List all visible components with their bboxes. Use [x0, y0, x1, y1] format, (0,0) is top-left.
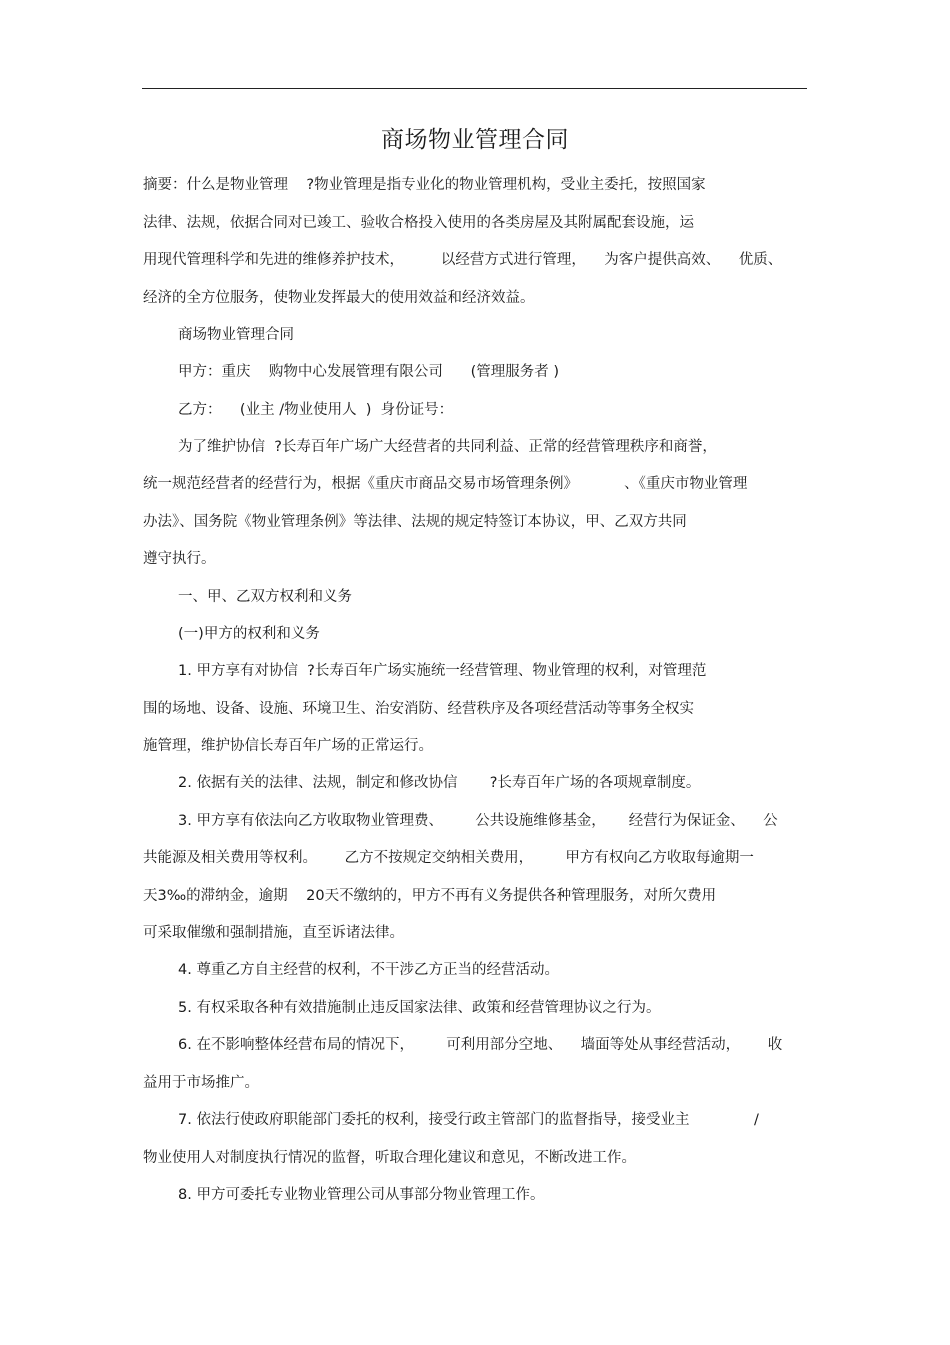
- clause-7-line-1: 7. 依法行使政府职能部门委托的权利，接受行政主管部门的监督指导，接受业主 /: [178, 1112, 759, 1128]
- party-b: 乙方： (业主 /物业使用人 ) 身份证号：: [178, 402, 454, 418]
- clause-4: 4. 尊重乙方自主经营的权利，不干涉乙方正当的经营活动。: [178, 962, 559, 978]
- clause-1-line-2: 围的场地、设备、设施、环境卫生、治安消防、经营秩序及各项经营活动等事务全权实: [143, 701, 694, 717]
- abstract-line-2: 法律、法规，依据合同对已竣工、验收合格投入使用的各类房屋及其附属配套设施，运: [143, 215, 694, 231]
- clause-2: 2. 依据有关的法律、法规，制定和修改协信 ?长寿百年广场的各项规章制度。: [178, 775, 701, 791]
- document-title: 商场物业管理合同: [381, 127, 569, 153]
- clause-6-line-1: 6. 在不影响整体经营布局的情况下， 可利用部分空地、 墙面等处从事经营活动， 收: [178, 1037, 783, 1053]
- subsection-heading: (一)甲方的权利和义务: [178, 626, 320, 642]
- abstract-line-4: 经济的全方位服务，使物业发挥最大的使用效益和经济效益。: [143, 290, 535, 306]
- clause-6-line-2: 益用于市场推广。: [143, 1075, 259, 1091]
- preamble-line-4: 遵守执行。: [143, 551, 216, 567]
- clause-8: 8. 甲方可委托专业物业管理公司从事部分物业管理工作。: [178, 1187, 545, 1203]
- contract-heading: 商场物业管理合同: [178, 327, 294, 343]
- clause-7-line-2: 物业使用人对制度执行情况的监督，听取合理化建议和意见，不断改进工作。: [143, 1150, 636, 1166]
- clause-1-line-1: 1. 甲方享有对协信 ?长寿百年广场实施统一经营管理、物业管理的权利，对管理范: [178, 663, 707, 679]
- preamble-line-1: 为了维护协信 ?长寿百年广场广大经营者的共同利益、正常的经营管理秩序和商誉，: [178, 439, 717, 455]
- clause-3-line-1: 3. 甲方享有依法向乙方收取物业管理费、 公共设施维修基金， 经营行为保证金、 公: [178, 813, 778, 829]
- abstract-line-3: 用现代管理科学和先进的维修养护技术， 以经营方式进行管理， 为客户提供高效、 优质、: [143, 252, 783, 268]
- clause-1-line-3: 施管理，维护协信长寿百年广场的正常运行。: [143, 738, 433, 754]
- abstract-line-1: 摘要：什么是物业管理 ?物业管理是指专业化的物业管理机构，受业主委托，按照国家: [143, 177, 706, 193]
- preamble-line-2: 统一规范经营者的经营行为，根据《重庆市商品交易市场管理条例》 、《重庆市物业管理: [143, 476, 748, 492]
- header-rule: [142, 88, 807, 89]
- clause-3-line-4: 可采取催缴和强制措施，直至诉诸法律。: [143, 925, 404, 941]
- clause-3-line-2: 共能源及相关费用等权利。 乙方不按规定交纳相关费用， 甲方有权向乙方收取每逾期一: [143, 850, 754, 866]
- preamble-line-3: 办法》、国务院《物业管理条例》等法律、法规的规定特签订本协议，甲、乙双方共同: [143, 514, 687, 530]
- party-a: 甲方：重庆 购物中心发展管理有限公司 (管理服务者 ): [178, 364, 560, 380]
- section-heading: 一、甲、乙双方权利和义务: [178, 589, 352, 605]
- clause-5: 5. 有权采取各种有效措施制止违反国家法律、政策和经营管理协议之行为。: [178, 1000, 661, 1016]
- clause-3-line-3: 天3‰的滞纳金，逾期 20天不缴纳的，甲方不再有义务提供各种管理服务，对所欠费用: [143, 888, 717, 904]
